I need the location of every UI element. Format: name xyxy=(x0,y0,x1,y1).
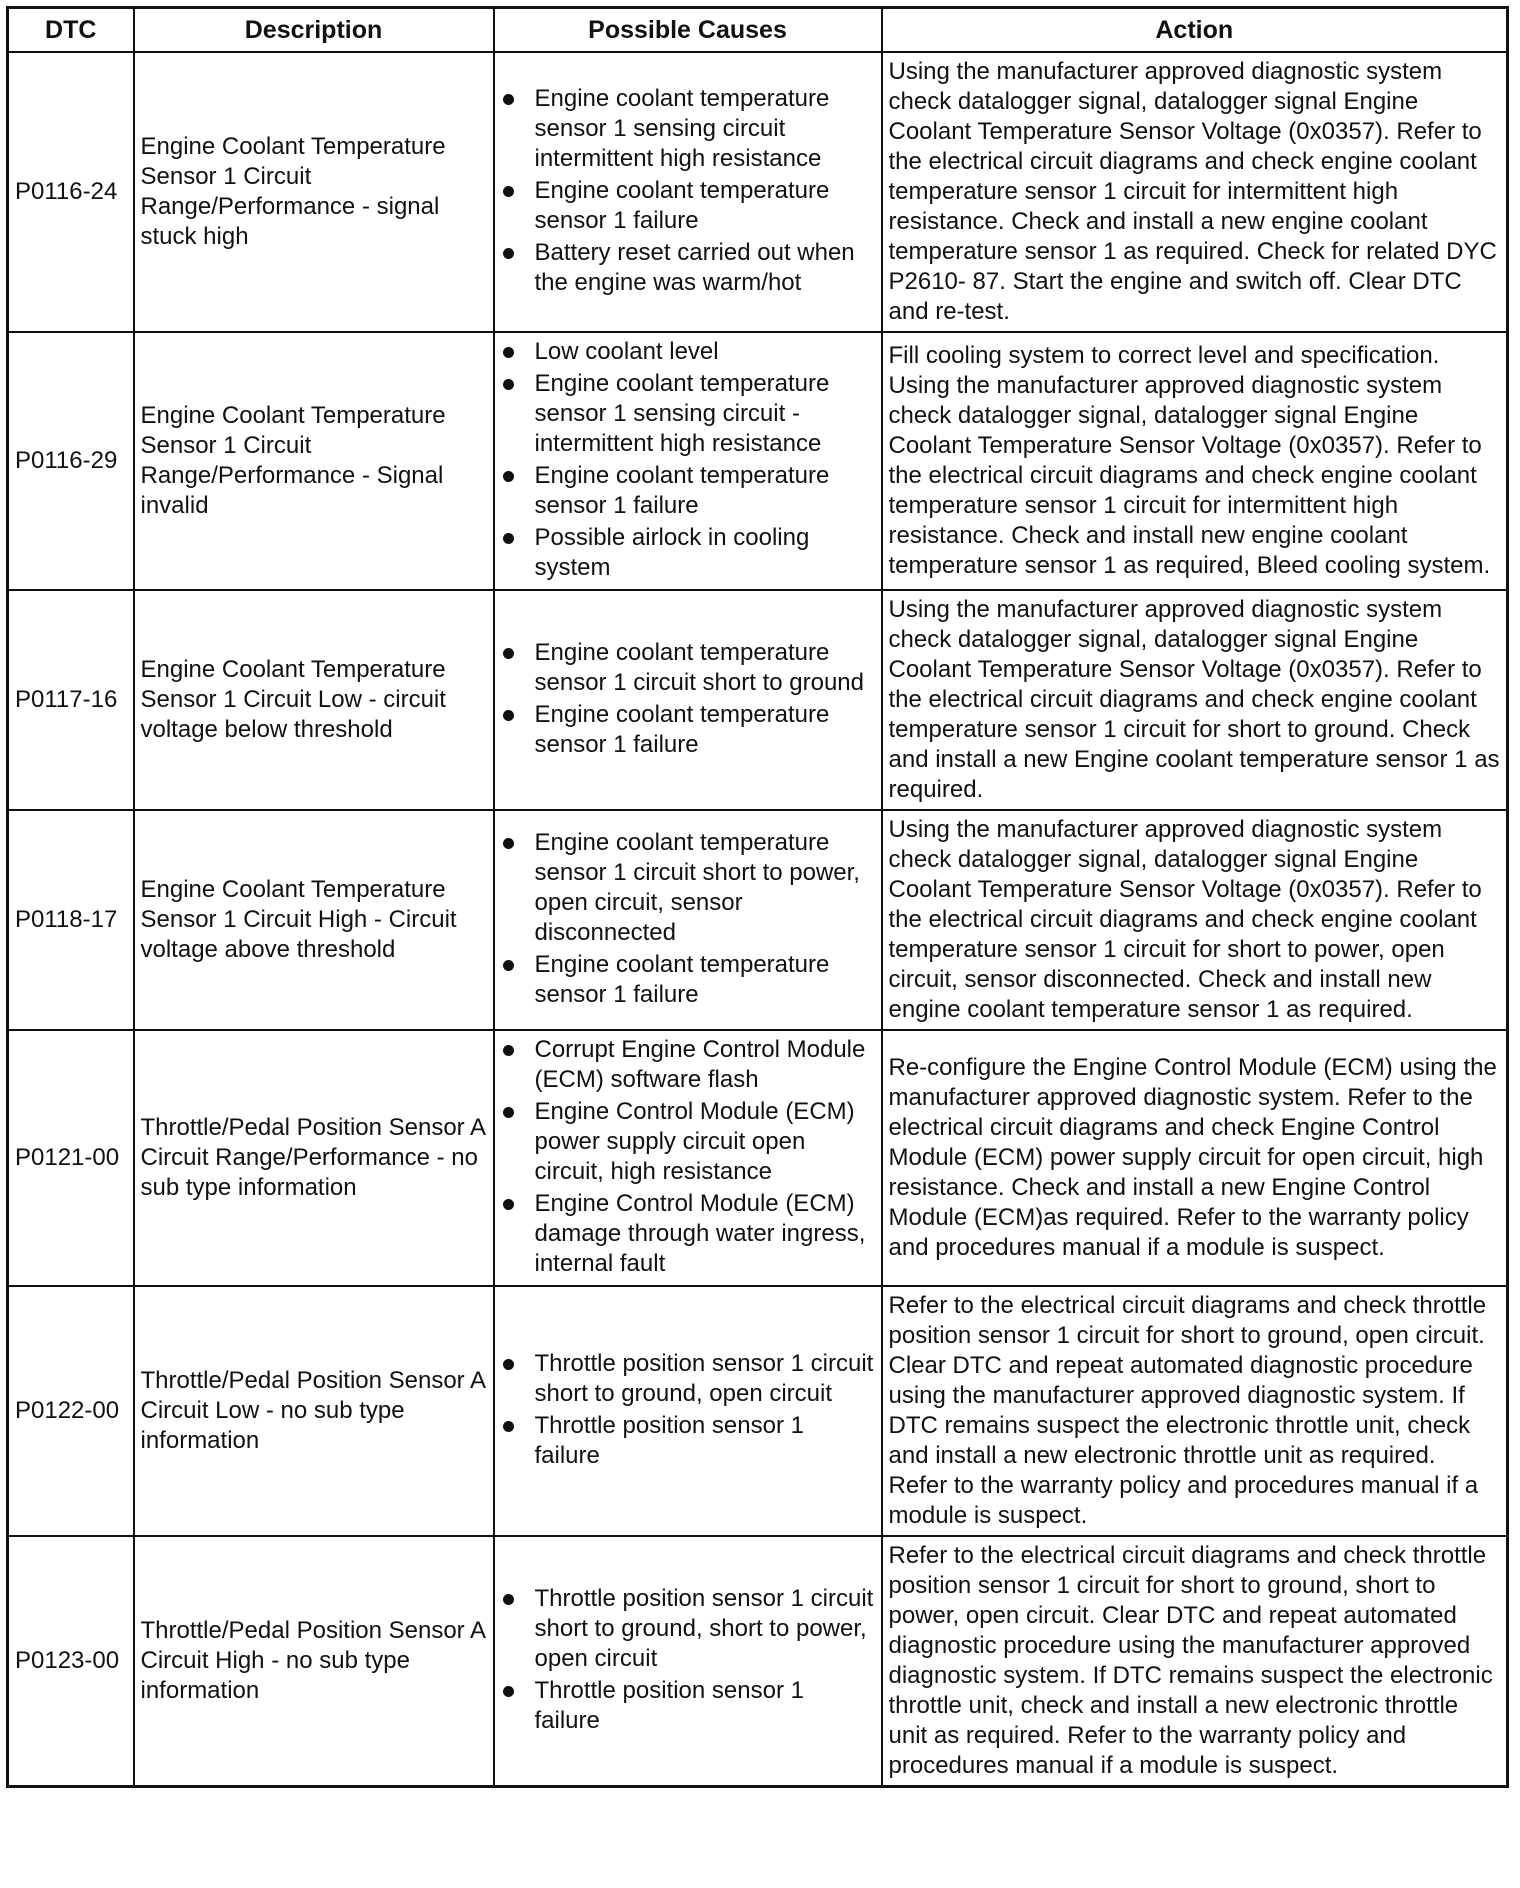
cause-item: Possible airlock in cooling system xyxy=(501,523,875,583)
cause-item: Engine coolant temperature sensor 1 circuit short to power, open circuit, sensor disconnected xyxy=(501,828,875,948)
cause-item: Engine Control Module (ECM) power supply circuit open circuit, high resistance xyxy=(501,1097,875,1187)
cause-item: Throttle position sensor 1 circuit short to ground, open circuit xyxy=(501,1349,875,1409)
dtc-description: Throttle/Pedal Position Sensor A Circuit Low - no sub type information xyxy=(134,1286,494,1536)
cause-item: Engine coolant temperature sensor 1 failure xyxy=(501,176,875,236)
table-row xyxy=(8,810,1508,1030)
cause-item: Engine Control Module (ECM) damage through water ingress, internal fault xyxy=(501,1189,875,1279)
dtc-description: Engine Coolant Temperature Sensor 1 Circuit Low - circuit voltage below threshold xyxy=(134,590,494,810)
cause-list xyxy=(501,638,875,760)
cause-item: Throttle position sensor 1 failure xyxy=(501,1411,875,1471)
cause-list xyxy=(501,1349,875,1471)
table-row xyxy=(8,1286,1508,1536)
cause-list xyxy=(501,1584,875,1736)
dtc-description: Throttle/Pedal Position Sensor A Circuit Range/Performance - no sub type information xyxy=(134,1030,494,1286)
cause-item: Engine coolant temperature sensor 1 failure xyxy=(501,461,875,521)
dtc-code: P0123-00 xyxy=(8,1536,134,1787)
dtc-action: Refer to the electrical circuit diagrams and check throttle position sensor 1 circuit for short to ground, open circuit. Clear DTC and repeat automated diagnostic procedure using the manufacturer approved diagnostic system. If DTC remains suspect the electronic throttle unit, check and install a new electronic throttle unit as required. Refer to the warranty policy and procedures manual if a module is suspect. xyxy=(882,1286,1508,1536)
header-possible-causes: Possible Causes xyxy=(494,8,882,53)
header-action: Action xyxy=(882,8,1508,53)
table-header-row xyxy=(8,8,1508,53)
cause-item: Engine coolant temperature sensor 1 circuit short to ground xyxy=(501,638,875,698)
cause-list xyxy=(501,1035,875,1279)
cause-item: Engine coolant temperature sensor 1 failure xyxy=(501,950,875,1010)
possible-causes xyxy=(494,1286,882,1536)
table-row xyxy=(8,1536,1508,1787)
dtc-action: Refer to the electrical circuit diagrams and check throttle position sensor 1 circuit for short to ground, short to power, open circuit. Clear DTC and repeat automated diagnostic procedure using the manufacturer approved diagnostic system. If DTC remains suspect the electronic throttle unit, check and install a new electronic throttle unit as required. Refer to the warranty policy and procedures manual if a module is suspect. xyxy=(882,1536,1508,1787)
header-dtc: DTC xyxy=(8,8,134,53)
dtc-description: Engine Coolant Temperature Sensor 1 Circuit Range/Performance - Signal invalid xyxy=(134,332,494,590)
cause-item: Corrupt Engine Control Module (ECM) software flash xyxy=(501,1035,875,1095)
document-page xyxy=(6,6,1506,1788)
dtc-action: Using the manufacturer approved diagnostic system check datalogger signal, datalogger signal Engine Coolant Temperature Sensor Voltage (0x0357). Refer to the electrical circuit diagrams and check engine coolant temperature sensor 1 circuit for intermittent high resistance. Check and install a new engine coolant temperature sensor 1 as required. Check for related DYC P2610- 87. Start the engine and switch off. Clear DTC and re-test. xyxy=(882,52,1508,332)
possible-causes xyxy=(494,590,882,810)
possible-causes xyxy=(494,332,882,590)
cause-item: Battery reset carried out when the engine was warm/hot xyxy=(501,238,875,298)
dtc-action: Re-configure the Engine Control Module (ECM) using the manufacturer approved diagnostic system. Refer to the electrical circuit diagrams and check Engine Control Module (ECM) power supply circuit for open circuit, high resistance. Check and install a new Engine Control Module (ECM)as required. Refer to the warranty policy and procedures manual if a module is suspect. xyxy=(882,1030,1508,1286)
cause-item: Throttle position sensor 1 circuit short to ground, short to power, open circuit xyxy=(501,1584,875,1674)
dtc-action: Fill cooling system to correct level and specification. Using the manufacturer approved diagnostic system check datalogger signal, datalogger signal Engine Coolant Temperature Sensor Voltage (0x0357). Refer to the electrical circuit diagrams and check engine coolant temperature sensor 1 circuit for intermittent high resistance. Check and install new engine coolant temperature sensor 1 as required, Bleed cooling system. xyxy=(882,332,1508,590)
dtc-description: Engine Coolant Temperature Sensor 1 Circuit Range/Performance - signal stuck high xyxy=(134,52,494,332)
dtc-table xyxy=(6,6,1509,1788)
dtc-description: Engine Coolant Temperature Sensor 1 Circuit High - Circuit voltage above threshold xyxy=(134,810,494,1030)
cause-item: Engine coolant temperature sensor 1 failure xyxy=(501,700,875,760)
dtc-code: P0116-29 xyxy=(8,332,134,590)
table-row xyxy=(8,1030,1508,1286)
dtc-code: P0117-16 xyxy=(8,590,134,810)
dtc-action: Using the manufacturer approved diagnostic system check datalogger signal, datalogger signal Engine Coolant Temperature Sensor Voltage (0x0357). Refer to the electrical circuit diagrams and check engine coolant temperature sensor 1 circuit for short to power, open circuit, sensor disconnected. Check and install new engine coolant temperature sensor 1 as required. xyxy=(882,810,1508,1030)
dtc-code: P0121-00 xyxy=(8,1030,134,1286)
dtc-description: Throttle/Pedal Position Sensor A Circuit High - no sub type information xyxy=(134,1536,494,1787)
dtc-code: P0122-00 xyxy=(8,1286,134,1536)
possible-causes xyxy=(494,1030,882,1286)
table-row xyxy=(8,590,1508,810)
cause-list xyxy=(501,84,875,298)
cause-item: Engine coolant temperature sensor 1 sensing circuit intermittent high resistance xyxy=(501,84,875,174)
cause-item: Throttle position sensor 1 failure xyxy=(501,1676,875,1736)
dtc-action: Using the manufacturer approved diagnostic system check datalogger signal, datalogger signal Engine Coolant Temperature Sensor Voltage (0x0357). Refer to the electrical circuit diagrams and check engine coolant temperature sensor 1 circuit for short to ground. Check and install a new Engine coolant temperature sensor 1 as required. xyxy=(882,590,1508,810)
possible-causes xyxy=(494,1536,882,1787)
cause-item: Engine coolant temperature sensor 1 sensing circuit - intermittent high resistance xyxy=(501,369,875,459)
dtc-code: P0118-17 xyxy=(8,810,134,1030)
possible-causes xyxy=(494,52,882,332)
dtc-code: P0116-24 xyxy=(8,52,134,332)
cause-list xyxy=(501,828,875,1010)
table-row xyxy=(8,52,1508,332)
cause-list xyxy=(501,337,875,583)
possible-causes xyxy=(494,810,882,1030)
header-description: Description xyxy=(134,8,494,53)
table-row xyxy=(8,332,1508,590)
cause-item: Low coolant level xyxy=(501,337,875,367)
